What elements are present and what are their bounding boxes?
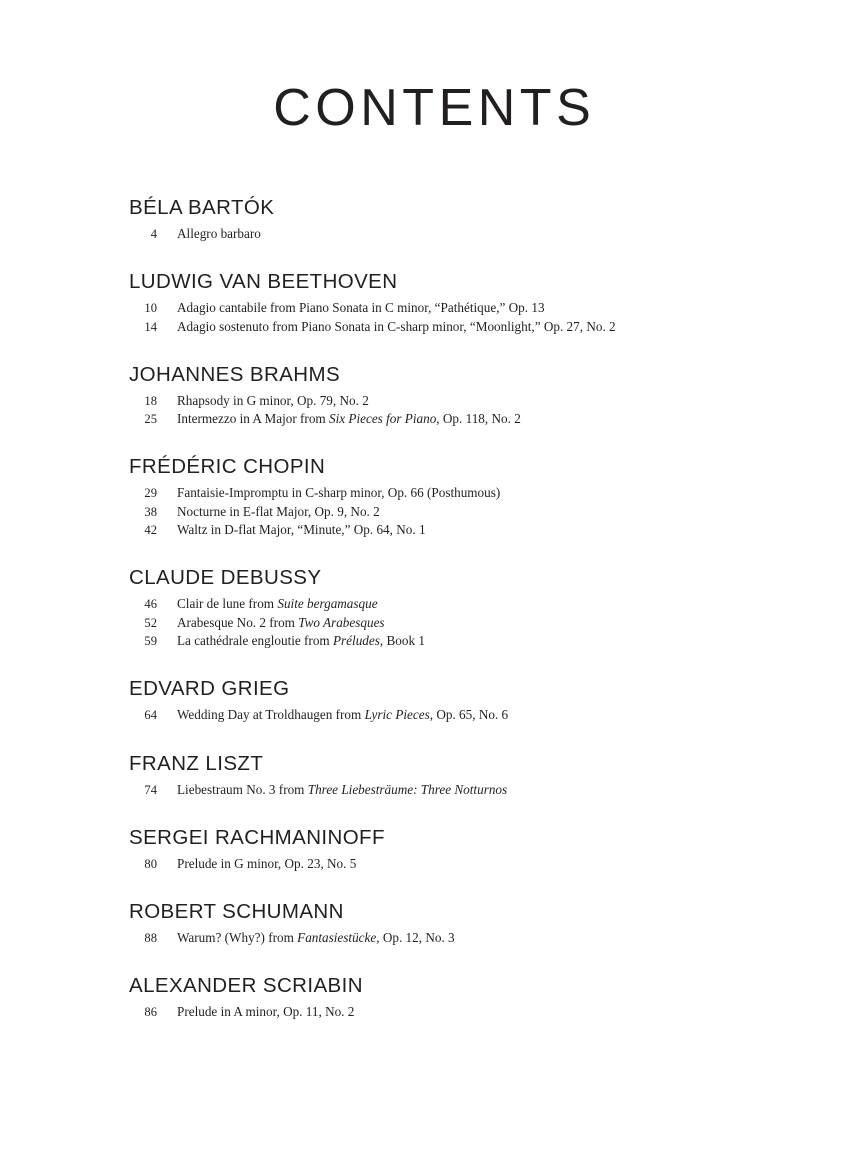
entry-title: [177, 855, 749, 872]
composer-section: [129, 677, 749, 724]
composer-heading: LUDWIG VAN BEETHOVEN: [129, 270, 398, 294]
work-title-italic: Lyric Pieces: [364, 707, 430, 723]
composer-section: [129, 270, 749, 336]
entry-page-number: 18: [144, 393, 157, 408]
toc-entry[interactable]: [129, 503, 749, 521]
entry-page-number: 86: [144, 1005, 157, 1020]
entry-text: Warum? (Why?) from: [177, 930, 298, 946]
entry-title: [177, 706, 749, 723]
toc-entry[interactable]: [129, 706, 749, 724]
work-title-italic: Suite bergamasque: [277, 596, 378, 612]
toc-entry[interactable]: [129, 225, 749, 243]
entry-list: [129, 706, 749, 724]
entry-text: , Book 1: [379, 632, 425, 648]
entry-title: [177, 484, 749, 501]
toc-entry[interactable]: [129, 299, 749, 317]
work-title-italic: Two Arabesques: [298, 614, 385, 630]
entry-title: [177, 392, 749, 409]
entry-title: [177, 225, 749, 242]
entry-page-number: 52: [144, 615, 157, 630]
entry-list: [129, 299, 749, 336]
composer-heading: BÉLA BARTÓK: [129, 196, 275, 219]
work-title-italic: Fantasiestücke: [297, 930, 377, 946]
work-title-italic: Three Liebesträume: Three Notturnos: [307, 781, 508, 797]
entry-page-number: 42: [144, 523, 157, 538]
entry-list: [129, 929, 749, 947]
entry-text: Liebestraum No. 3 from: [177, 781, 308, 797]
entry-list: [129, 392, 749, 429]
entry-page-number: 59: [144, 633, 157, 648]
composer-heading: FRÉDÉRIC CHOPIN: [129, 455, 326, 479]
entry-text: Rhapsody in G minor, Op. 79, No. 2: [177, 392, 369, 408]
toc-entry[interactable]: [129, 392, 749, 410]
entry-title: [177, 1003, 749, 1020]
toc-entry[interactable]: [129, 855, 749, 873]
entry-text: Waltz in D-flat Major, “Minute,” Op. 64, No. 1: [177, 522, 426, 538]
composer-section: [129, 566, 749, 650]
entry-title: [177, 929, 749, 946]
entry-title: [177, 781, 749, 798]
toc-entry[interactable]: [129, 521, 749, 539]
toc-entry[interactable]: [129, 614, 749, 632]
composer-section: [129, 363, 749, 429]
entry-page-number: 80: [144, 856, 157, 871]
entry-text: La cathédrale engloutie from: [177, 632, 333, 648]
toc-entry[interactable]: [129, 929, 749, 947]
toc-entry[interactable]: [129, 632, 749, 650]
entry-list: [129, 225, 749, 243]
entry-title: [177, 595, 749, 612]
entry-text: , Op. 12, No. 3: [376, 930, 455, 946]
entry-page-number: 25: [144, 412, 157, 427]
toc-entry[interactable]: [129, 318, 749, 336]
composer-section: [129, 900, 749, 947]
entry-text: Prelude in A minor, Op. 11, No. 2: [177, 1004, 355, 1020]
entry-page-number: 29: [144, 486, 157, 501]
toc-entry[interactable]: [129, 484, 749, 502]
entry-list: [129, 1003, 749, 1021]
entry-list: [129, 781, 749, 799]
entry-page-number: 4: [150, 227, 157, 241]
composer-heading: CLAUDE DEBUSSY: [129, 566, 322, 590]
entry-text: Nocturne in E-flat Major, Op. 9, No. 2: [177, 503, 380, 519]
entry-text: Clair de lune from: [177, 596, 278, 612]
entry-title: [177, 503, 749, 520]
composer-section: [129, 752, 749, 799]
entry-text: Fantaisie-Impromptu in C-sharp minor, Op. 66 (Posthumous): [177, 485, 501, 501]
composer-section: [129, 455, 749, 539]
composer-heading: JOHANNES BRAHMS: [129, 362, 341, 386]
entry-text: Intermezzo in A Major from: [177, 411, 329, 427]
entry-title: [177, 521, 749, 538]
page-title: CONTENTS: [273, 79, 596, 137]
toc-entry[interactable]: [129, 410, 749, 428]
toc-entry[interactable]: [129, 781, 749, 799]
entry-title: [177, 299, 749, 316]
entry-page-number: 88: [144, 931, 157, 946]
entry-list: [129, 484, 749, 539]
toc-entry[interactable]: [129, 595, 749, 613]
entry-title: [177, 318, 749, 335]
entry-page-number: 46: [144, 597, 157, 612]
entry-list: [129, 595, 749, 650]
composer-heading: FRANZ LISZT: [129, 751, 264, 775]
entry-title: [177, 410, 749, 427]
entry-text: , Op. 65, No. 6: [429, 707, 509, 723]
entry-text: Allegro barbaro: [177, 226, 261, 241]
toc-entry[interactable]: [129, 1003, 749, 1021]
entry-text: Prelude in G minor, Op. 23, No. 5: [177, 855, 357, 871]
entry-page-number: 14: [144, 319, 157, 334]
composer-heading: ROBERT SCHUMANN: [129, 900, 344, 924]
entry-page-number: 10: [144, 301, 157, 316]
composer-heading: SERGEI RACHMANINOFF: [129, 825, 385, 849]
entry-text: , Op. 118, No. 2: [436, 411, 521, 427]
contents-list: [129, 196, 749, 1022]
entry-text: Arabesque No. 2 from: [177, 614, 299, 630]
entry-page-number: 64: [144, 708, 157, 723]
entry-list: [129, 855, 749, 873]
entry-page-number: 38: [144, 504, 157, 519]
composer-section: [129, 196, 749, 243]
work-title-italic: Six Pieces for Piano: [328, 411, 437, 427]
entry-page-number: 74: [144, 782, 157, 797]
composer-section: [129, 826, 749, 873]
entry-text: Adagio sostenuto from Piano Sonata in C-sharp minor, “Moonlight,” Op. 27, No. 2: [177, 318, 616, 334]
composer-heading: EDVARD GRIEG: [129, 677, 290, 701]
entry-text: Adagio cantabile from Piano Sonata in C minor, “Pathétique,” Op. 13: [177, 300, 545, 316]
entry-title: [177, 614, 749, 631]
composer-heading: ALEXANDER SCRIABIN: [129, 974, 363, 998]
work-title-italic: Préludes: [332, 632, 380, 648]
composer-section: [129, 974, 749, 1021]
entry-text: Wedding Day at Troldhaugen from: [177, 707, 365, 723]
entry-title: [177, 632, 749, 649]
